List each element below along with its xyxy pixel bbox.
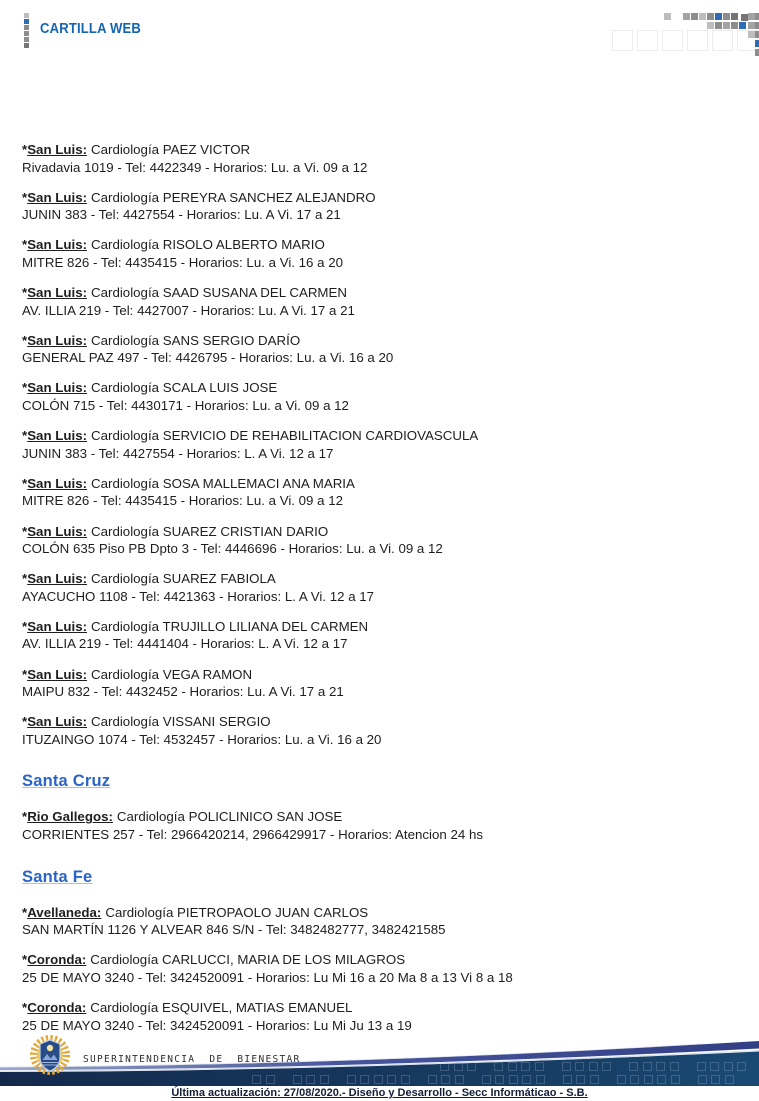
entry-city: San Luis: [27, 332, 88, 348]
entry-provider: Cardiología SAAD SUSANA DEL CARMEN [91, 285, 347, 301]
entry-details: AYACUCHO 1108 - Tel: 4421363 - Horarios: L. A Vi. 12 a 17 [22, 588, 375, 604]
provider-entry [22, 570, 739, 605]
pixel-decoration [589, 0, 759, 62]
provider-entry [22, 808, 739, 843]
entry-details: AV. ILLIA 219 - Tel: 4441404 - Horarios: L. A Vi. 12 a 17 [22, 636, 348, 652]
entry-provider: Cardiología VEGA RAMON [91, 666, 253, 682]
entry-city: Avellaneda: [27, 904, 102, 920]
entry-details: MITRE 826 - Tel: 4435415 - Horarios: Lu. a Vi. 09 a 12 [22, 493, 344, 509]
footer-organization [28, 1032, 301, 1078]
provider-entry [22, 236, 739, 271]
entry-bullet: * [22, 142, 28, 157]
entry-provider: Cardiología TRUJILLO LILIANA DEL CARMEN [91, 618, 369, 634]
provider-entry [22, 666, 739, 701]
entry-bullet: * [22, 666, 28, 682]
entry-provider: Cardiología PAEZ VICTOR [91, 142, 251, 157]
provider-entry [22, 475, 739, 510]
entry-details: MAIPU 832 - Tel: 4432452 - Horarios: Lu. A Vi. 17 a 21 [22, 684, 344, 700]
directory [22, 141, 739, 1047]
provider-entry [22, 379, 739, 414]
entry-details: JUNIN 383 - Tel: 4427554 - Horarios: L. A Vi. 12 a 17 [22, 445, 334, 461]
brand-pixel-logo-icon [24, 13, 32, 51]
entry-details: COLÓN 635 Piso PB Dpto 3 - Tel: 4446696 - Horarios: Lu. a Vi. 09 a 12 [22, 541, 443, 557]
provider-entry [22, 284, 739, 319]
provider-entry [22, 999, 739, 1034]
entry-bullet: * [22, 523, 28, 539]
entry-provider: Cardiología RISOLO ALBERTO MARIO [91, 237, 325, 253]
entry-provider: Cardiología SANS SERGIO DARÍO [91, 332, 301, 348]
provider-entry [22, 189, 739, 224]
entry-bullet: * [22, 332, 28, 348]
entry-details: Rivadavia 1019 - Tel: 4422349 - Horarios: Lu. a Vi. 09 a 12 [22, 159, 368, 175]
entry-city: Coronda: [27, 1000, 87, 1015]
entry-city: San Luis: [27, 618, 88, 634]
entry-details: AV. ILLIA 219 - Tel: 4427007 - Horarios: Lu. A Vi. 17 a 21 [22, 302, 355, 318]
provider-entry [22, 523, 739, 558]
provider-entry [22, 332, 739, 367]
entry-bullet: * [22, 618, 28, 634]
last-updated-note: Última actualización: 27/08/2020.- Diseño y Desarrollo - Secc Informáticao - S.B. [171, 1087, 588, 1099]
org-name: SUPERINTENDENCIA DE BIENESTAR [83, 1053, 301, 1065]
entry-provider: Cardiología POLICLINICO SAN JOSE [116, 809, 343, 825]
entry-provider: Cardiología SOSA MALLEMACI ANA MARIA [91, 475, 355, 491]
provider-entry [22, 713, 739, 748]
entry-provider: Cardiología VISSANI SERGIO [91, 714, 271, 730]
entry-bullet: * [22, 714, 28, 730]
entry-city: San Luis: [27, 189, 88, 205]
section-heading[interactable]: Santa Cruz [22, 772, 111, 791]
section-heading[interactable]: Santa Fe [22, 867, 93, 886]
entry-provider: Cardiología PIETROPAOLO JUAN CARLOS [105, 904, 369, 920]
entry-provider: Cardiología ESQUIVEL, MATIAS EMANUEL [90, 1000, 353, 1015]
entry-city: San Luis: [27, 475, 88, 491]
provider-entry [22, 618, 739, 653]
entry-bullet: * [22, 380, 28, 396]
entry-city: San Luis: [27, 142, 88, 157]
entry-details: SAN MARTÍN 1126 Y ALVEAR 846 S/N - Tel: 3482482777, 3482421585 [22, 922, 446, 938]
entry-details: JUNIN 383 - Tel: 4427554 - Horarios: Lu. A Vi. 17 a 21 [22, 207, 341, 223]
entry-provider: Cardiología CARLUCCI, MARIA DE LOS MILAGROS [90, 952, 406, 968]
entry-city: San Luis: [27, 523, 88, 539]
entry-city: San Luis: [27, 571, 88, 587]
entry-bullet: * [22, 1000, 28, 1015]
entry-provider: Cardiología SERVICIO DE REHABILITACION CARDIOVASCULA [91, 428, 479, 444]
entry-bullet: * [22, 904, 28, 920]
entry-city: San Luis: [27, 428, 88, 444]
entry-details: GENERAL PAZ 497 - Tel: 4426795 - Horarios: Lu. a Vi. 16 a 20 [22, 350, 394, 366]
entry-bullet: * [22, 571, 28, 587]
entry-details: 25 DE MAYO 3240 - Tel: 3424520091 - Horarios: Lu Mi Ju 13 a 19 [22, 1017, 412, 1033]
entry-bullet: * [22, 952, 28, 968]
provider-entry [22, 904, 739, 939]
crest-logo-icon [28, 1033, 72, 1077]
entry-details: COLÓN 715 - Tel: 4430171 - Horarios: Lu. a Vi. 09 a 12 [22, 398, 349, 414]
entry-city: San Luis: [27, 237, 88, 253]
provider-entry [22, 427, 739, 462]
entry-city: Coronda: [27, 952, 87, 968]
entry-bullet: * [22, 237, 28, 253]
entry-city: San Luis: [27, 380, 88, 396]
entry-bullet: * [22, 285, 28, 301]
entry-city: San Luis: [27, 714, 88, 730]
entry-bullet: * [22, 189, 28, 205]
entry-provider: Cardiología SUAREZ FABIOLA [91, 571, 276, 587]
entry-city: San Luis: [27, 285, 88, 301]
entry-provider: Cardiología SUAREZ CRISTIAN DARIO [91, 523, 329, 539]
entry-city: San Luis: [27, 666, 88, 682]
provider-entry [22, 951, 739, 986]
entry-bullet: * [22, 809, 28, 825]
entry-provider: Cardiología PEREYRA SANCHEZ ALEJANDRO [91, 189, 376, 205]
entry-city: Rio Gallegos: [27, 809, 113, 825]
entry-provider: Cardiología SCALA LUIS JOSE [91, 380, 278, 396]
provider-entry [22, 141, 739, 176]
entry-details: CORRIENTES 257 - Tel: 2966420214, 2966429917 - Horarios: Atencion 24 hs [22, 827, 483, 843]
entry-details: MITRE 826 - Tel: 4435415 - Horarios: Lu. a Vi. 16 a 20 [22, 254, 344, 270]
entry-bullet: * [22, 428, 28, 444]
entry-bullet: * [22, 475, 28, 491]
entry-details: ITUZAINGO 1074 - Tel: 4532457 - Horarios: Lu. a Vi. 16 a 20 [22, 731, 382, 747]
entry-details: 25 DE MAYO 3240 - Tel: 3424520091 - Horarios: Lu Mi 16 a 20 Ma 8 a 13 Vi 8 a 18 [22, 969, 513, 985]
page-title: CARTILLA WEB [40, 21, 141, 37]
page-header [0, 0, 759, 62]
